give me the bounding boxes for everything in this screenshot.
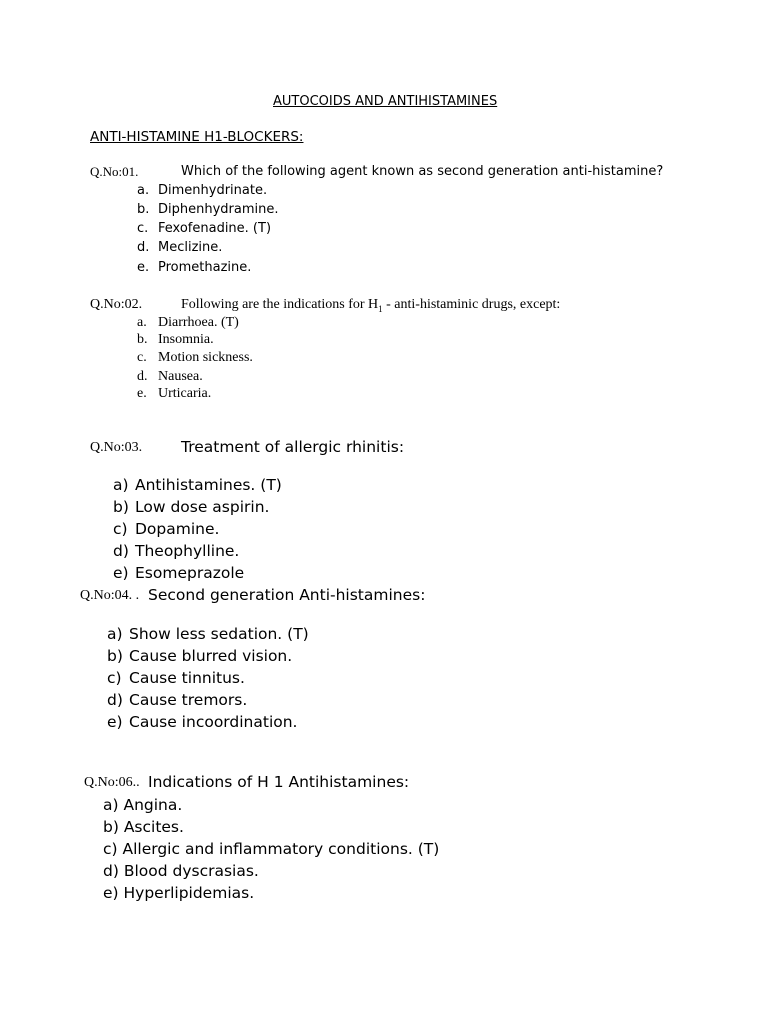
option-text: Insomnia. — [158, 332, 214, 347]
option-text: Motion sickness. — [158, 350, 253, 365]
option-letter: b. — [137, 332, 148, 347]
option-text: e) Hyperlipidemias. — [103, 884, 255, 902]
option-letter: d. — [137, 240, 150, 255]
option-letter: c) — [113, 520, 128, 538]
option-letter: a) — [107, 625, 123, 643]
option-text: Cause blurred vision. — [129, 647, 293, 665]
option-text: Dimenhydrinate. — [158, 183, 268, 198]
option-text: Theophylline. — [135, 542, 240, 560]
option-text: Cause incoordination. — [129, 713, 298, 731]
option-text: Meclizine. — [158, 240, 223, 255]
option-letter: d. — [137, 369, 148, 384]
option-text: Diarrhoea. (T) — [158, 315, 239, 330]
option-text: Promethazine. — [158, 260, 252, 275]
option-letter: d) — [113, 542, 129, 560]
option-letter: d) — [107, 691, 123, 709]
question-number: Q.No:04. . — [80, 588, 140, 603]
option-letter: b. — [137, 202, 150, 217]
question-number: Q.No:06.. — [84, 775, 140, 790]
option-letter: e) — [107, 713, 123, 731]
section-heading: ANTI-HISTAMINE H1-BLOCKERS: — [90, 129, 304, 145]
option-text: Low dose aspirin. — [135, 498, 270, 516]
option-letter: b) — [107, 647, 123, 665]
page-title: AUTOCOIDS AND ANTIHISTAMINES — [273, 94, 498, 109]
question-text: Which of the following agent known as second generation anti-histamine? — [181, 164, 664, 179]
option-letter: c) — [107, 669, 122, 687]
question-text: Second generation Anti-histamines: — [148, 586, 426, 604]
option-letter: e) — [113, 564, 129, 582]
option-letter: c. — [137, 350, 147, 365]
option-text: Cause tremors. — [129, 691, 248, 709]
option-text: Fexofenadine. (T) — [158, 221, 272, 236]
option-text: d) Blood dyscrasias. — [103, 862, 259, 880]
option-text: c) Allergic and inflammatory conditions. (T) — [103, 840, 440, 858]
option-text: a) Angina. — [103, 796, 183, 814]
option-text: Esomeprazole — [135, 564, 245, 582]
question-number: Q.No:02. — [90, 297, 143, 312]
option-text: Urticaria. — [158, 386, 212, 401]
option-text: b) Ascites. — [103, 818, 184, 836]
option-text: Antihistamines. (T) — [135, 476, 282, 494]
question-number: Q.No:01. — [90, 164, 139, 179]
option-text: Nausea. — [158, 369, 203, 384]
question-text: Treatment of allergic rhinitis: — [181, 438, 405, 456]
option-letter: e. — [137, 260, 150, 275]
question-number: Q.No:03. — [90, 440, 143, 455]
option-text: Diphenhydramine. — [158, 202, 279, 217]
option-letter: a) — [113, 476, 129, 494]
option-text: Dopamine. — [135, 520, 220, 538]
option-letter: e. — [137, 386, 147, 401]
question-text: Following are the indications for $H_1$ - anti-histaminic drugs, except: — [181, 297, 561, 314]
option-letter: a. — [137, 183, 150, 198]
option-letter: c. — [137, 221, 149, 236]
option-letter: a. — [137, 315, 147, 330]
question-text: Indications of H 1 Antihistamines: — [148, 773, 410, 791]
option-letter: b) — [113, 498, 129, 516]
option-text: Cause tinnitus. — [129, 669, 245, 687]
option-text: Show less sedation. (T) — [129, 625, 309, 643]
